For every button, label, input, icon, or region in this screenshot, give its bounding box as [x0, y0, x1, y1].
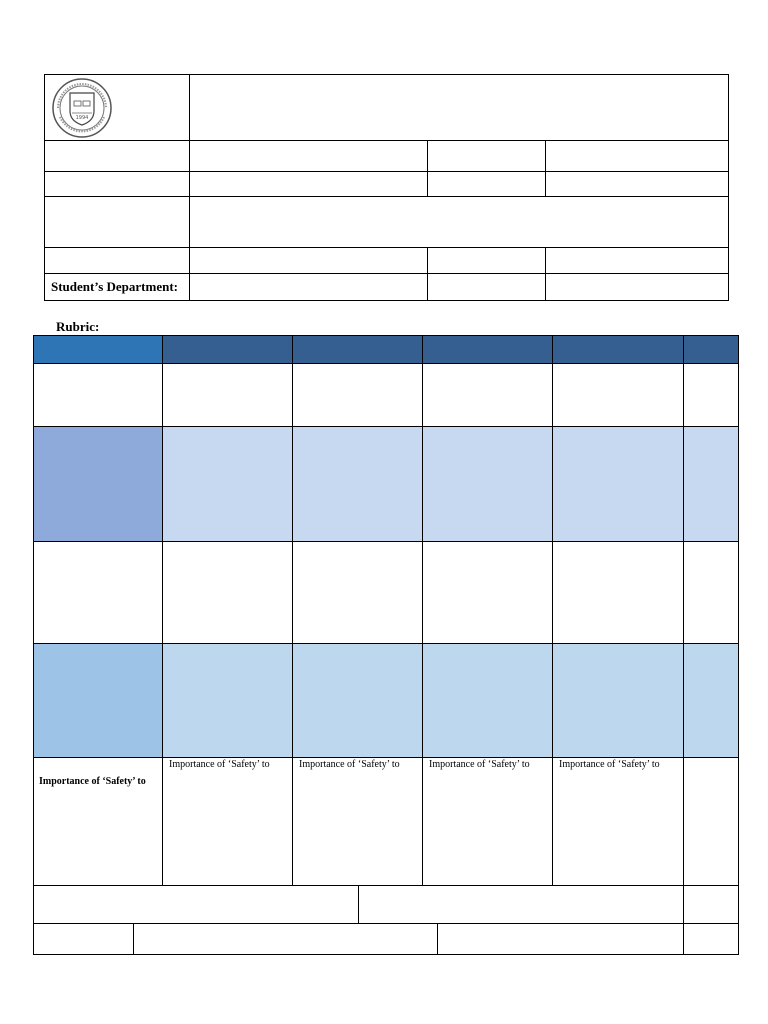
safety-level-4-text: Importance of ‘Safety’ to [559, 759, 660, 770]
info-row5-value [189, 247, 428, 274]
rubric-row4-level-3 [422, 643, 553, 758]
info-row3-label [44, 171, 190, 197]
safety-criterion-label: Importance of ‘Safety’ to [39, 776, 146, 787]
info-row2-label [44, 140, 190, 172]
rubric-total-right [358, 885, 684, 924]
rubric-total-score [683, 885, 739, 924]
info-row5-value2 [545, 247, 729, 274]
rubric-sign-field-1 [133, 923, 438, 955]
rubric-row3-criterion [33, 541, 163, 644]
rubric-row1-level-1 [162, 363, 293, 427]
rubric-row3-level-4 [552, 541, 684, 644]
rubric-header-criteria [33, 335, 163, 364]
info-row5-label [44, 247, 190, 274]
rubric-row3-level-2 [292, 541, 423, 644]
rubric-row3-score [683, 541, 739, 644]
course-title-cell [189, 74, 729, 141]
safety-level-3-text: Importance of ‘Safety’ to [429, 759, 530, 770]
rubric-label: Rubric: [56, 319, 100, 334]
rubric-row2-level-2 [292, 426, 423, 542]
rubric-row5-level-4 [552, 757, 684, 886]
svg-text:1994: 1994 [75, 115, 89, 121]
rubric-row3-level-3 [422, 541, 553, 644]
rubric-header-score [683, 335, 739, 364]
rubric-row4-level-4 [552, 643, 684, 758]
info-row5-label2 [427, 247, 546, 274]
info-row4-label [44, 196, 190, 248]
info-row3-label2 [427, 171, 546, 197]
university-seal-logo [50, 77, 114, 139]
info-row2-value2 [545, 140, 729, 172]
rubric-row2-level-4 [552, 426, 684, 542]
rubric-row5-criterion [33, 757, 163, 886]
info-row6-value2 [545, 273, 729, 301]
rubric-row5-level-3 [422, 757, 553, 886]
rubric-row4-level-2 [292, 643, 423, 758]
rubric-row4-score [683, 643, 739, 758]
safety-level-1-text: Importance of ‘Safety’ to [169, 759, 270, 770]
rubric-row3-level-1 [162, 541, 293, 644]
rubric-row5-score [683, 757, 739, 886]
rubric-row4-level-1 [162, 643, 293, 758]
rubric-total-left [33, 885, 359, 924]
info-row2-label2 [427, 140, 546, 172]
rubric-row1-score [683, 363, 739, 427]
rubric-row2-criterion [33, 426, 163, 542]
rubric-row1-level-2 [292, 363, 423, 427]
rubric-row4-criterion [33, 643, 163, 758]
rubric-sign-label [33, 923, 134, 955]
rubric-row1-criterion [33, 363, 163, 427]
info-row3-value [189, 171, 428, 197]
info-row4-value [189, 196, 729, 248]
rubric-row2-level-1 [162, 426, 293, 542]
rubric-sign-field-2 [437, 923, 684, 955]
rubric-header-level-4 [552, 335, 684, 364]
rubric-header-level-1 [162, 335, 293, 364]
rubric-sign-score [683, 923, 739, 955]
rubric-row1-level-4 [552, 363, 684, 427]
logo-cell [44, 74, 190, 141]
rubric-header-level-2 [292, 335, 423, 364]
rubric-row2-score [683, 426, 739, 542]
rubric-row5-level-1 [162, 757, 293, 886]
info-row6-label2 [427, 273, 546, 301]
department-label-cell [44, 273, 190, 301]
rubric-header-level-3 [422, 335, 553, 364]
rubric-row5-level-2 [292, 757, 423, 886]
rubric-row1-level-3 [422, 363, 553, 427]
department-label: Student’s Department: [51, 279, 178, 294]
rubric-row2-level-3 [422, 426, 553, 542]
info-row3-value2 [545, 171, 729, 197]
department-value-cell [189, 273, 428, 301]
safety-level-2-text: Importance of ‘Safety’ to [299, 759, 400, 770]
info-row2-value [189, 140, 428, 172]
